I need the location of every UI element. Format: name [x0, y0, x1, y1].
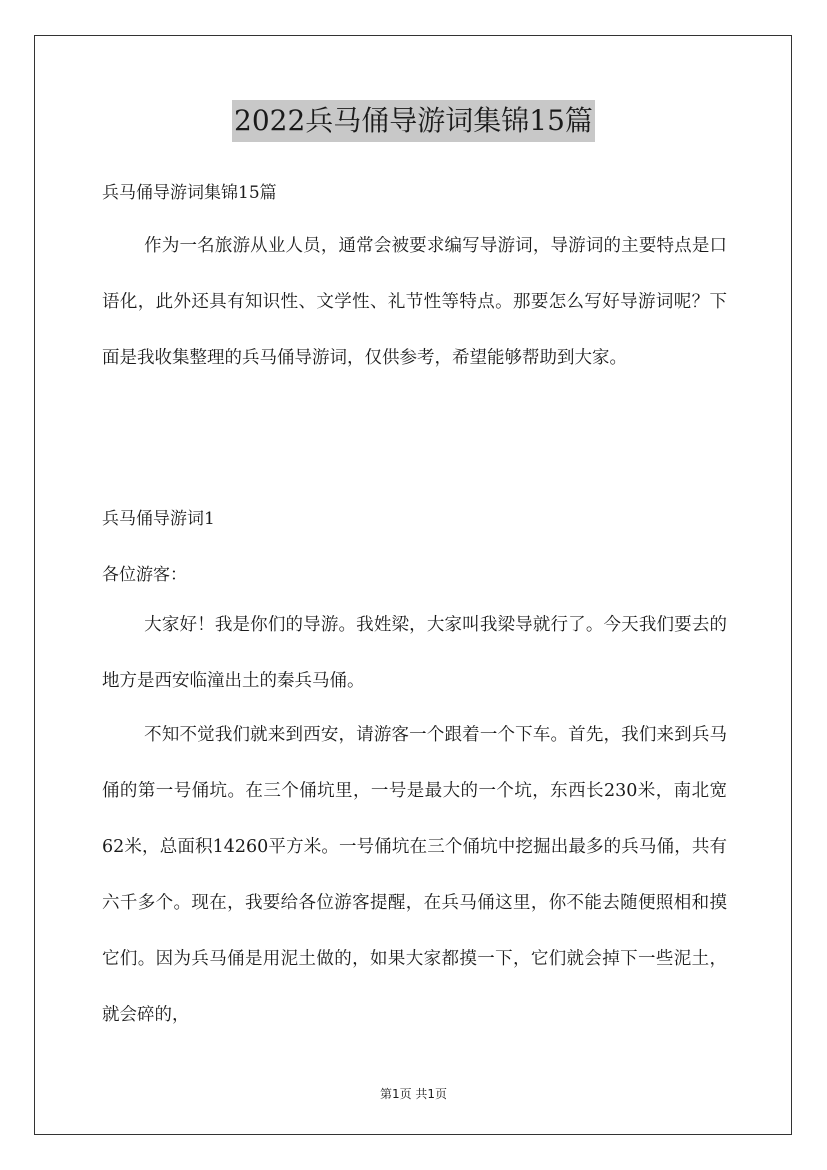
- intro-text: 作为一名旅游从业人员，通常会被要求编写导游词，导游词的主要特点是口语化，此外还具有知识性、文学性、礼节性等特点。那要怎么写好导游词呢？下面是我收集整理的兵马俑导游词，仅供参考，希望能够帮助到大家。: [102, 236, 727, 368]
- page-footer: 第1页 共1页: [379, 1087, 448, 1101]
- document-title: 2022兵马俑导游词集锦15篇: [232, 100, 595, 142]
- greeting-line: 各位游客：: [102, 565, 187, 585]
- title-container: [0, 100, 827, 142]
- section-heading: 兵马俑导游词1: [102, 509, 215, 529]
- intro-paragraph: [102, 218, 727, 386]
- body-paragraph-2-text: 不知不觉我们就来到西安，请游客一个跟着一个下车。首先，我们来到兵马俑的第一号俑坑。在三个俑坑里，一号是最大的一个坑，东西长230米，南北宽62米，总面积14260平方米。一号俑坑在三个俑坑中挖掘出最多的兵马俑，共有六千多个。现在，我要给各位游客提醒，在兵马俑这里，你不能去随便照相和摸它们。因为兵马俑是用泥土做的，如果大家都摸一下，它们就会掉下一些泥土，就会碎的，: [102, 725, 727, 1025]
- body-paragraph-2: [102, 707, 727, 1043]
- body-paragraph-1: [102, 597, 727, 709]
- document-subtitle: 兵马俑导游词集锦15篇: [102, 183, 277, 203]
- body-paragraph-1-text: 大家好！我是你们的导游。我姓梁，大家叫我梁导就行了。今天我们要去的地方是西安临潼出土的秦兵马俑。: [102, 615, 727, 691]
